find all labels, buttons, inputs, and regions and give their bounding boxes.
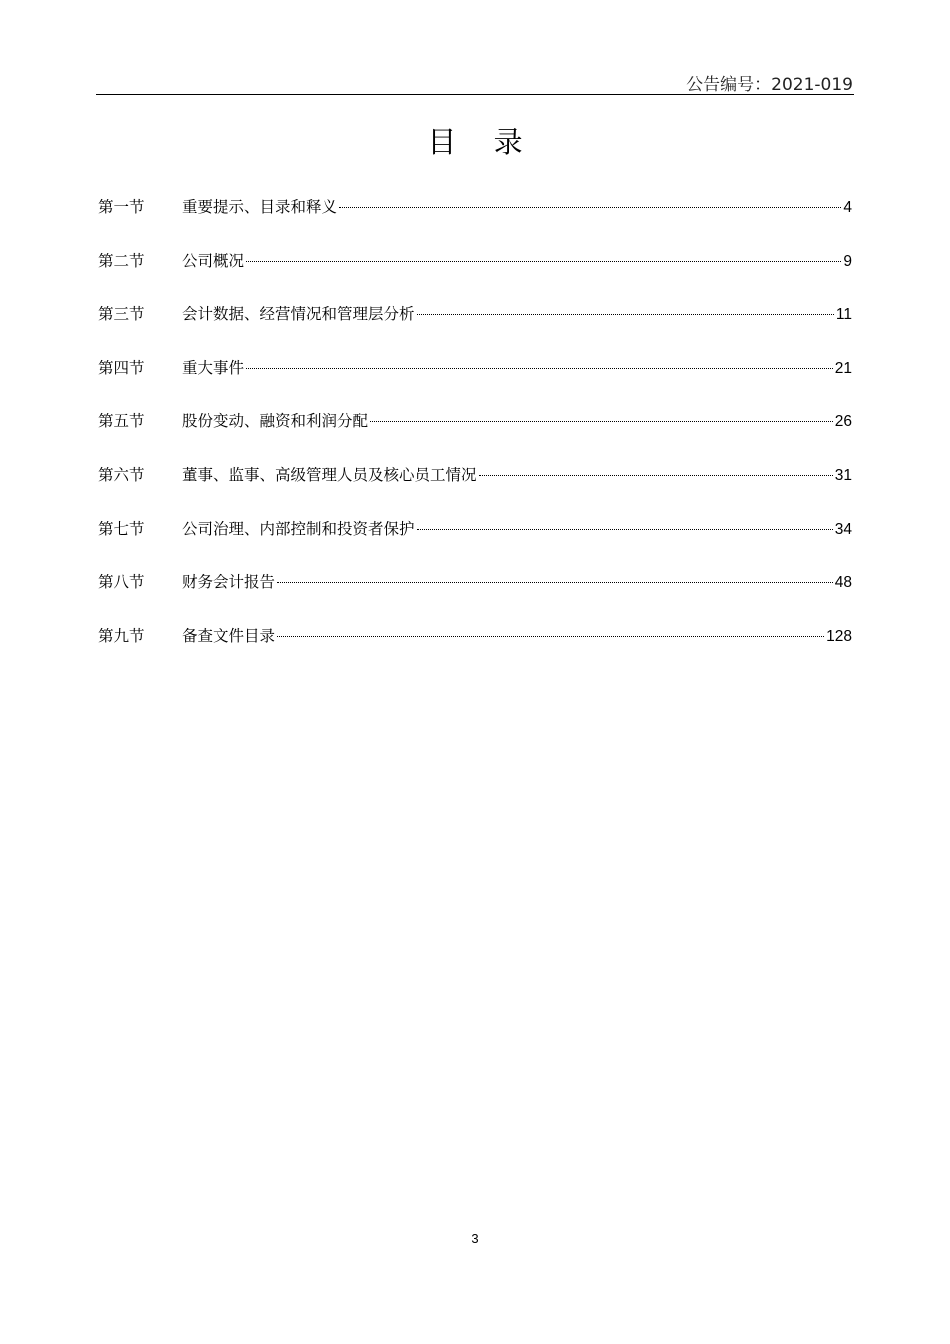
toc-page-number: 11: [835, 306, 852, 324]
toc-entry-8[interactable]: [98, 567, 852, 621]
toc-section-title: 公司治理、内部控制和投资者保护: [182, 519, 415, 538]
toc-dot-leader: [417, 314, 834, 315]
toc-section-title: 财务会计报告: [182, 573, 276, 592]
toc-page-number: 21: [834, 359, 852, 377]
toc-entry-3[interactable]: [98, 299, 852, 353]
toc-section-label: 第三节: [98, 305, 145, 324]
toc-page-number: 48: [834, 574, 852, 592]
toc-section-title: 股份变动、融资和利润分配: [182, 412, 369, 431]
toc-dot-leader: [339, 207, 841, 208]
toc-dot-leader: [246, 368, 833, 369]
toc-dot-leader: [370, 421, 833, 422]
toc-entry-5[interactable]: [98, 406, 852, 460]
toc-entry-1[interactable]: [98, 192, 852, 246]
toc-page-number: 26: [834, 413, 852, 431]
toc-page-number: 4: [843, 199, 852, 216]
page-title: 目 录: [427, 125, 537, 159]
toc-entry-6[interactable]: [98, 460, 852, 514]
toc-section-label: 第八节: [98, 573, 145, 592]
toc-dot-leader: [479, 475, 833, 476]
toc-page-number: 128: [826, 627, 852, 645]
toc-section-label: 第一节: [98, 198, 145, 216]
toc-section-label: 第四节: [98, 358, 145, 377]
toc-dot-leader: [277, 582, 833, 583]
toc-section-title: 重大事件: [182, 358, 245, 377]
toc-section-title: 公司概况: [182, 251, 245, 270]
toc-entry-2[interactable]: [98, 246, 852, 300]
toc-section-label: 第九节: [98, 626, 145, 645]
header-divider: [96, 94, 854, 95]
toc-page-number: 31: [834, 466, 852, 484]
toc-page-number: 34: [834, 520, 852, 538]
toc-entry-9[interactable]: [98, 621, 852, 675]
toc-entry-4[interactable]: [98, 353, 852, 407]
toc-page-number: 9: [843, 252, 852, 270]
page-number: 3: [471, 1231, 479, 1246]
announcement-number: 公告编号：2021-019: [686, 75, 853, 95]
toc-section-title: 备查文件目录: [182, 626, 276, 645]
table-of-contents: [98, 192, 852, 674]
toc-dot-leader: [417, 529, 833, 530]
toc-section-label: 第六节: [98, 465, 145, 484]
toc-dot-leader: [277, 636, 824, 637]
toc-section-title: 会计数据、经营情况和管理层分析: [182, 305, 415, 324]
toc-dot-leader: [246, 261, 841, 262]
toc-section-label: 第七节: [98, 519, 145, 538]
toc-section-label: 第二节: [98, 251, 145, 270]
toc-section-title: 董事、监事、高级管理人员及核心员工情况: [182, 465, 477, 484]
toc-section-title: 重要提示、目录和释义: [182, 198, 338, 216]
toc-section-label: 第五节: [98, 412, 145, 431]
toc-entry-7[interactable]: [98, 514, 852, 568]
